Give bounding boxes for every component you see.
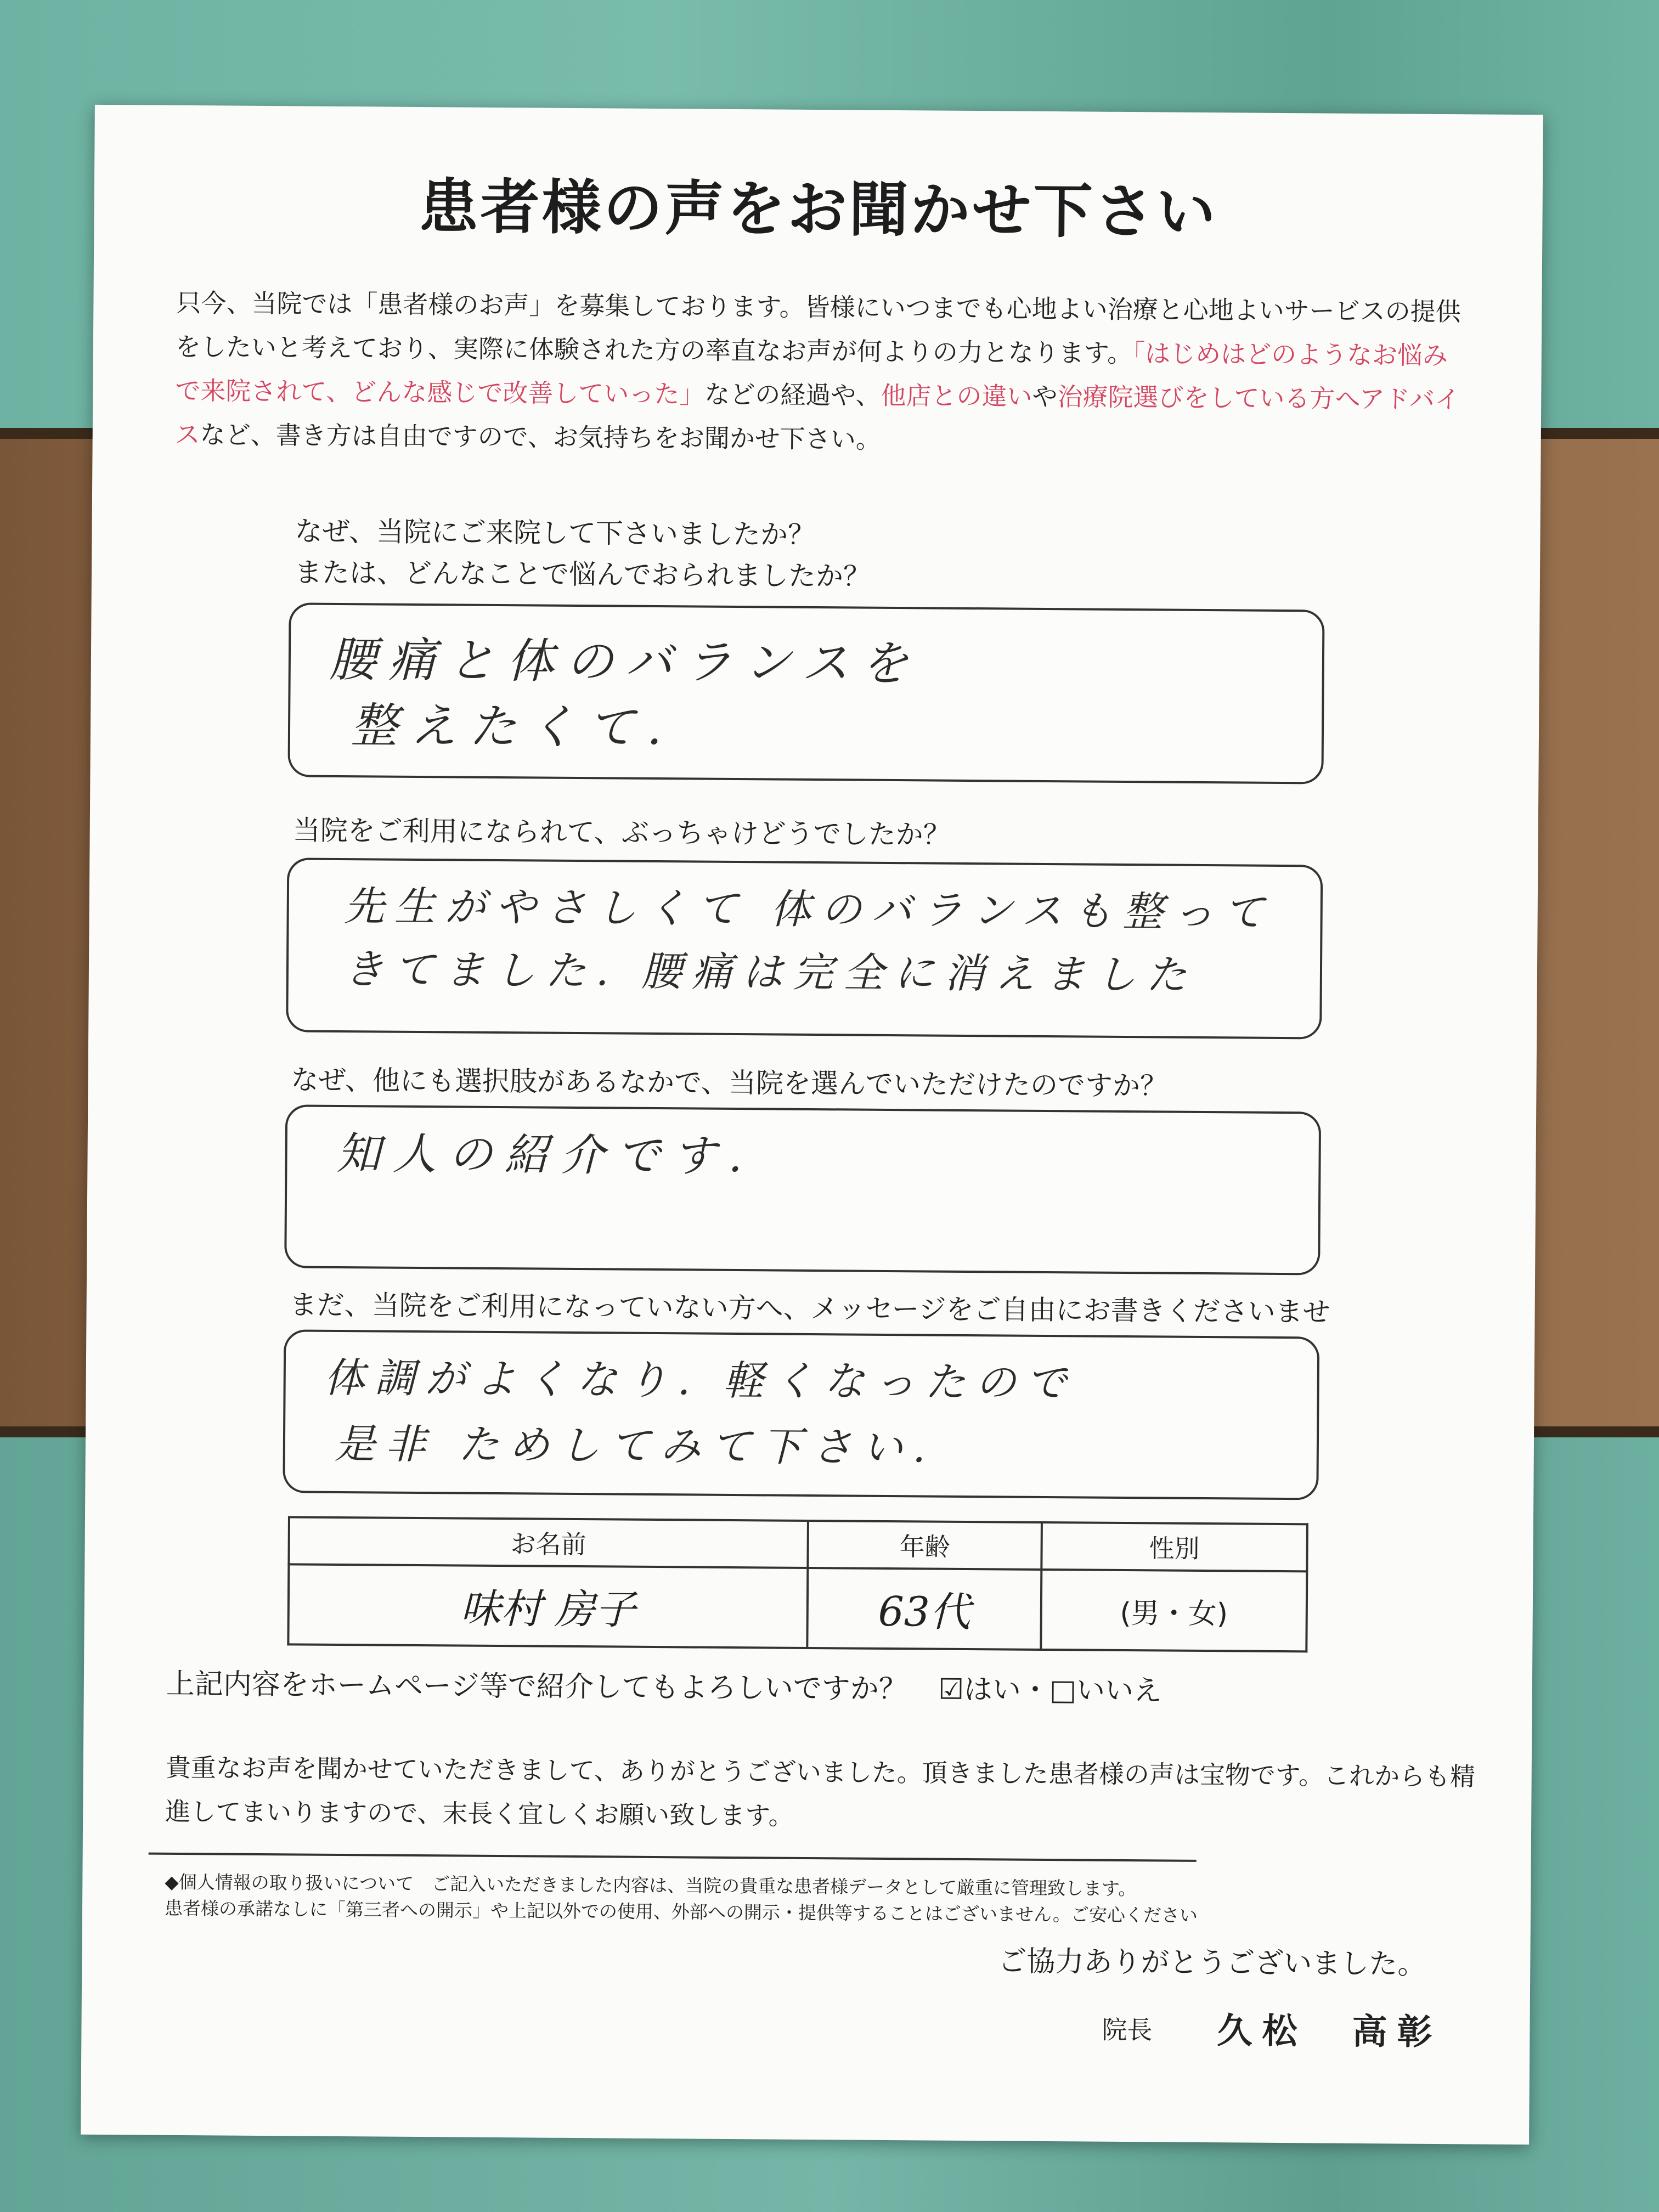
answer-3-line-1: 知人の紹介です. (336, 1127, 755, 1182)
question-4: まだ、当院をご利用になっていない方へ、メッセージをご自由にお書きくださいませ (289, 1289, 1330, 1328)
age-field[interactable]: 63代 (807, 1568, 1041, 1650)
answer-2-line-1: 先生がやさしくて 体のバランスも整って (343, 883, 1274, 936)
consent-separator: ・ (1020, 1673, 1050, 1707)
answer-1-line-2: 整えたくて. (350, 698, 674, 756)
sex-label: 性別 (1041, 1522, 1307, 1571)
closing-text: ご協力ありがとうございました。 (998, 1945, 1426, 1981)
thanks-paragraph: 貴重なお声を聞かせていただきまして、ありがとうございました。頂きました患者様の声は宝物です。これからも精進してまいりますので、末長く宜しくお願い致します。 (165, 1752, 1476, 1831)
privacy-line-2: 患者様の承諾なしに「第三者への開示」や上記以外での使用、外部への開示・提供等することはございません。ご安心ください (164, 1897, 1198, 1926)
sex-field[interactable]: (男・女) (1041, 1570, 1307, 1651)
divider (149, 1853, 1197, 1862)
name-label: お名前 (289, 1517, 808, 1568)
answer-box-3[interactable] (284, 1104, 1321, 1275)
intro-highlight: 他店との違い (881, 380, 1032, 411)
answer-4-line-1: 体調がよくなり. 軽くなったので (324, 1354, 1077, 1407)
consent-row (166, 1661, 1163, 1709)
patient-info-table (287, 1516, 1308, 1652)
intro-text: や (1032, 381, 1058, 412)
intro-text: などの経過や、 (704, 379, 881, 410)
consent-question: 上記内容をホームページ等で紹介してもよろしいですか？ (166, 1667, 907, 1706)
answer-2-line-2: きてました. 腰痛は完全に消えました (343, 946, 1197, 999)
question-1-line-1: なぜ、当院にご来院して下さいましたか？ (295, 515, 816, 551)
answer-box-4[interactable] (283, 1329, 1319, 1500)
intro-text: 只今、当院では「患者様のお声」を募集しております。皆様にいつまでも心地よい治療と心地よいサービスの提供をしたいと考えており、実際に体験された方の率直なお声が何よりの力となります。 (175, 287, 1461, 369)
answer-1-line-1: 腰痛と体のバランスを (329, 632, 921, 692)
name-field[interactable]: 味村 房子 (288, 1564, 808, 1648)
question-1-line-2: または、どんなことで悩んでおられましたか？ (294, 556, 871, 592)
intro-paragraph (174, 281, 1470, 465)
answer-box-1[interactable] (287, 602, 1324, 784)
survey-sheet (81, 105, 1543, 2145)
director-name: 久松 高彰 (1217, 2011, 1442, 2053)
consent-yes-checkbox[interactable]: ☑はい (938, 1673, 1022, 1707)
answer-4-line-2: 是非 ためしてみて下さい. (334, 1420, 936, 1472)
intro-highlight: 治療院選びをしている方へアドバイス (174, 382, 1460, 450)
age-label: 年齢 (808, 1521, 1042, 1570)
intro-highlight: 「はじめはどのようなお悩みで来院されて、どんな感じで改善していった」 (175, 338, 1448, 409)
privacy-line-1: ◆個人情報の取り扱いについて ご記入いただきました内容は、当院の貴重な患者様データとして厳重に管理致します。 (165, 1871, 1137, 1900)
question-3: なぜ、他にも選択肢があるなかで、当院を選んでいただけたのですか？ (291, 1064, 1168, 1102)
page-title: 患者様の声をお聞かせ下さい (419, 172, 1218, 247)
intro-text: など、書き方は自由ですので、お気持ちをお聞かせ下さい。 (200, 420, 882, 454)
question-2: 当院をご利用になられて、ぶっちゃけどうでしたか？ (292, 814, 951, 851)
answer-box-2[interactable] (286, 857, 1323, 1039)
consent-no-checkbox[interactable]: □いいえ (1049, 1674, 1163, 1708)
privacy-notice (165, 1869, 1482, 1931)
director-label: 院長 (1102, 2015, 1153, 2045)
